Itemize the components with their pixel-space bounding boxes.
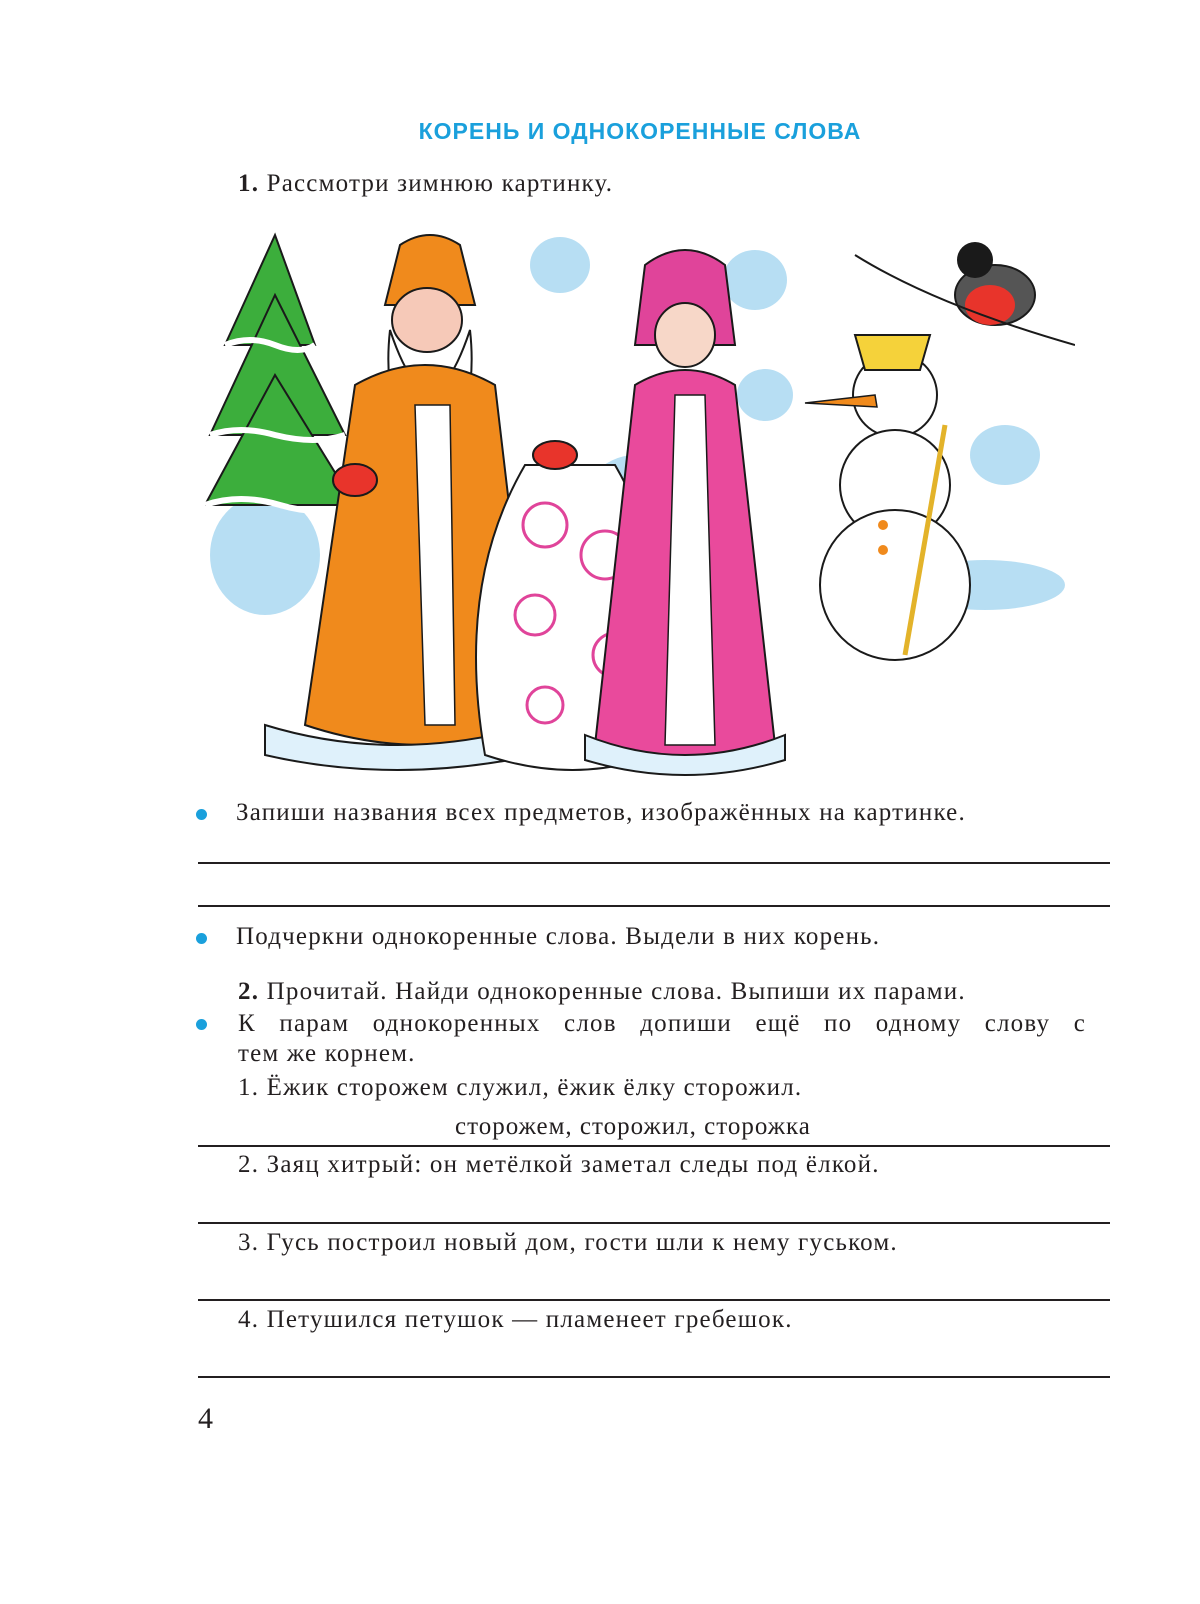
task2-heading: [238, 978, 966, 1006]
bullet-marker: [196, 1019, 207, 1030]
task2-instruction-line2: К парам однокоренных слов допиши ещё по одному слову с: [238, 1010, 1086, 1037]
answer-line[interactable]: [198, 1299, 1110, 1301]
task1-text: Рассмотри зимнюю картинку.: [266, 170, 614, 197]
answer-line[interactable]: [198, 1222, 1110, 1224]
bullet-marker: [196, 933, 207, 944]
answer-line[interactable]: [198, 862, 1110, 864]
sentence-2: 2. Заяц хитрый: он метёлкой заметал следы под ёлкой.: [238, 1151, 880, 1178]
sentence-3: 3. Гусь построил новый дом, гости шли к нему гуськом.: [238, 1229, 898, 1256]
answer-line[interactable]: [198, 1376, 1110, 1378]
task1-number: 1.: [238, 170, 260, 197]
task2-number: 2.: [238, 978, 260, 1005]
answer-line[interactable]: [198, 905, 1110, 907]
section-title: КОРЕНЬ И ОДНОКОРЕННЫЕ СЛОВА: [418, 118, 862, 144]
winter-illustration: [205, 225, 1075, 785]
task1-heading: [238, 170, 613, 198]
sentence-1: 1. Ёжик сторожем служил, ёжик ёлку сторожил.: [238, 1074, 803, 1101]
bullfinch-icon: [855, 242, 1075, 345]
christmas-tree-icon: [205, 235, 355, 511]
task1-instruction-underline: Подчеркни однокоренные слова. Выдели в них корень.: [236, 923, 881, 950]
task1-instruction-write: Запиши названия всех предметов, изображённых на картинке.: [236, 799, 966, 826]
sample-answer: сторожем, сторожил, сторожка: [455, 1113, 811, 1140]
answer-line[interactable]: [198, 1145, 1110, 1147]
bullet-marker: [196, 809, 207, 820]
task2-text: Прочитай. Найди однокоренные слова. Выпиши их парами.: [266, 978, 966, 1005]
sentence-4: 4. Петушился петушок — пламенеет гребешок.: [238, 1306, 793, 1333]
page-number: 4: [198, 1402, 213, 1435]
snowman-icon: [805, 335, 970, 660]
task2-instruction-line3: тем же корнем.: [238, 1040, 416, 1067]
